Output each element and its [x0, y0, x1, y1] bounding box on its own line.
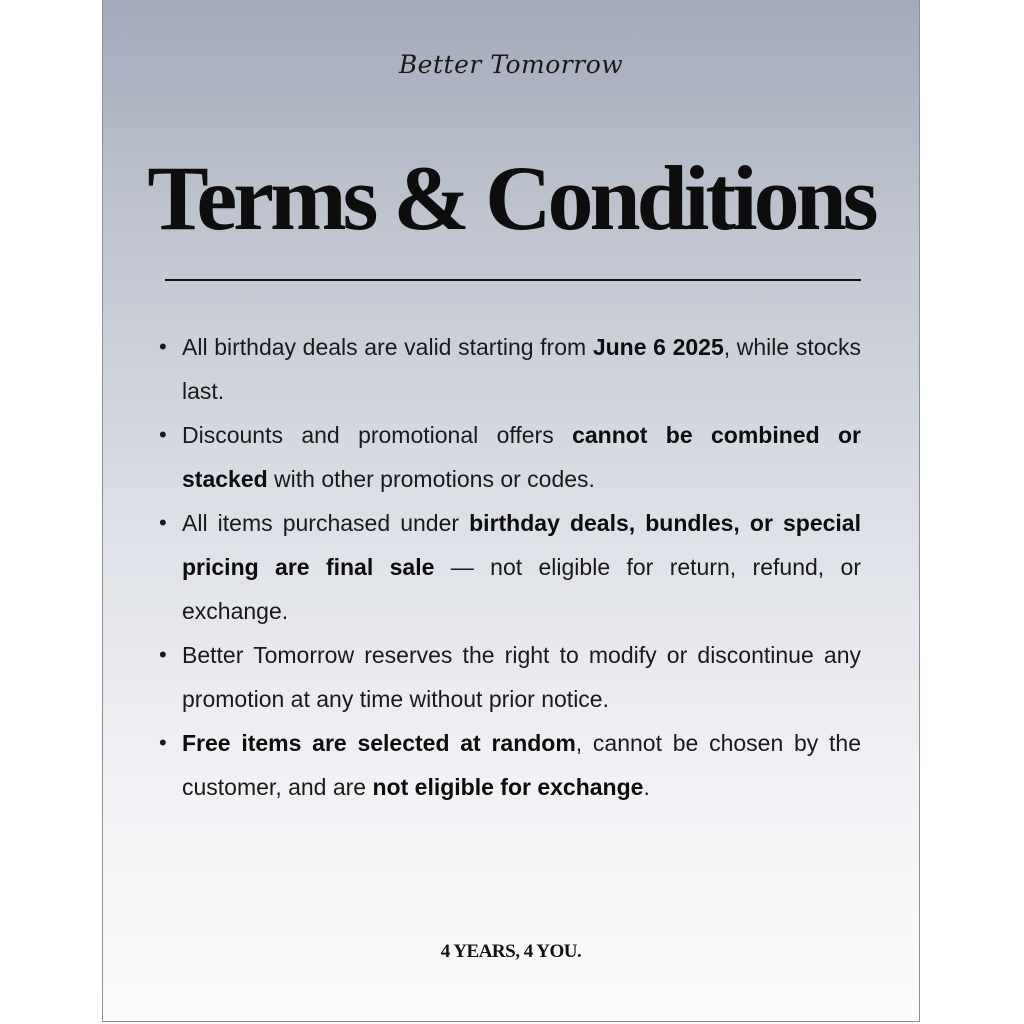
term-emphasis: Free items are selected at random: [182, 730, 576, 756]
term-item: [159, 721, 861, 809]
term-text: All items purchased under: [182, 510, 470, 536]
terms-list: [159, 325, 861, 809]
brand-wordmark: Better Tomorrow: [398, 50, 624, 79]
term-emphasis: June 6 2025: [592, 334, 724, 360]
title-divider: [165, 279, 861, 281]
term-text: , while stocks last.: [182, 334, 861, 404]
term-text: — not eligible for return, refund, or exchange.: [182, 554, 861, 624]
term-text: .: [643, 774, 650, 800]
term-item: [159, 325, 861, 413]
terms-poster: [102, 0, 920, 1022]
term-emphasis: not eligible for exchange: [372, 774, 644, 800]
term-text: All birthday deals are valid starting from: [182, 334, 593, 360]
term-emphasis: cannot be combined or stacked: [182, 422, 861, 492]
term-text: Better Tomorrow reserves the right to modify or discontinue any promotion at any time without prior notice.: [182, 642, 861, 712]
page-title: Terms & Conditions: [147, 147, 875, 249]
term-text: Discounts and promotional offers: [182, 422, 573, 448]
term-item: [159, 501, 861, 633]
term-item: [159, 633, 861, 721]
term-item: [159, 413, 861, 501]
tagline: 4 YEARS, 4 YOU.: [440, 941, 582, 962]
term-emphasis: birthday deals, bundles, or special pricing are final sale: [182, 510, 861, 580]
term-text: , cannot be chosen by the customer, and are: [182, 730, 861, 800]
term-text: with other promotions or codes.: [267, 466, 595, 492]
